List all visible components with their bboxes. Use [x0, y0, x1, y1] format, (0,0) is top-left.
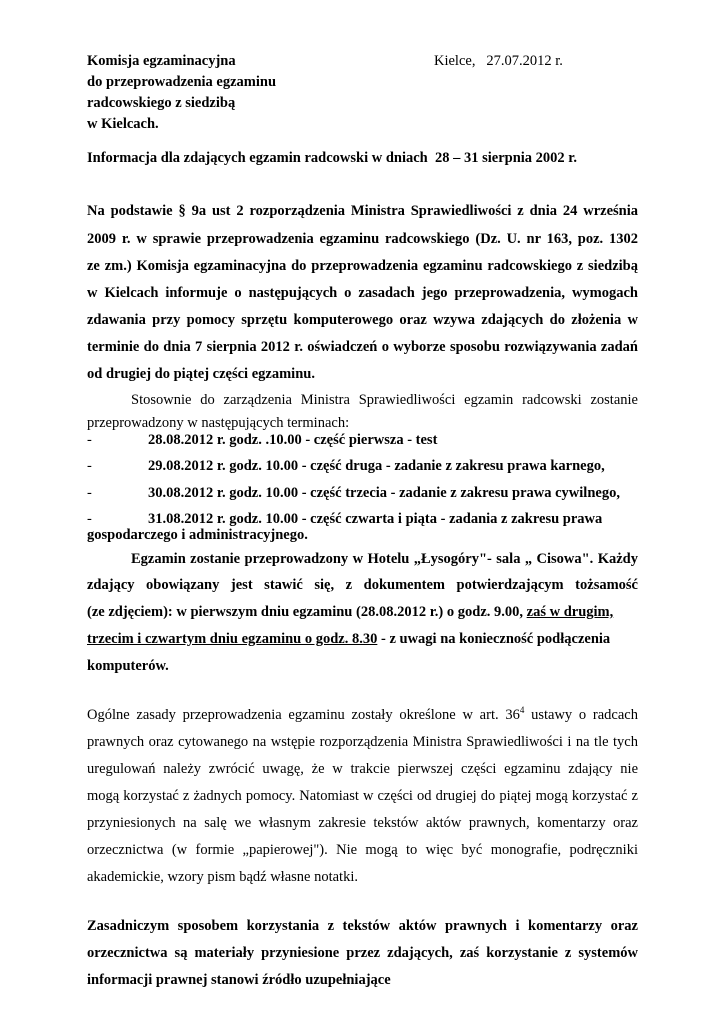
para3-line: komputerów.	[87, 658, 169, 674]
schedule-item: 30.08.2012 r. godz. 10.00 - część trzecia - zadanie z zakresu prawa cywilnego,	[148, 485, 620, 501]
para1-line: od drugiej do piątej części egzaminu.	[87, 366, 315, 382]
document-title: Informacja dla zdających egzamin radcowski w dniach 28 – 31 sierpnia 2002 r.	[87, 150, 578, 166]
para3-text: - z uwagi na konieczność podłączenia	[377, 631, 611, 647]
para3-line: zdający obowiązany jest stawić się, z dokumentem potwierdzającym tożsamość	[87, 577, 638, 593]
para4-line: orzecznictwa (w formie „papierowej"). Nie mogą to więc być monografie, podręczniki	[87, 842, 638, 858]
para3-line	[87, 604, 638, 621]
para3-line: Egzamin zostanie przeprowadzony w Hotelu „Łysogóry"- sala „ Cisowa". Każdy	[131, 551, 638, 567]
para4-line: przyniesionych na salę we własnym zakresie tekstów aktów prawnych, komentarzy oraz	[87, 815, 638, 831]
schedule-bullet: -	[87, 511, 92, 527]
schedule-item: 29.08.2012 r. godz. 10.00 - część druga - zadanie z zakresu prawa karnego,	[148, 458, 605, 474]
para1-line: zdawania przy pomocy sprzętu komputerowego oraz wzywa zdających do złożenia w	[87, 312, 638, 328]
committee-line: do przeprowadzenia egzaminu	[87, 74, 277, 90]
para4-line	[87, 707, 638, 724]
schedule-bullet: -	[87, 432, 92, 448]
para4-superscript: 4	[519, 705, 525, 716]
para1-line: Na podstawie § 9a ust 2 rozporządzenia Ministra Sprawiedliwości z dnia 24 września	[87, 203, 638, 219]
para5-line: orzecznictwa są materiały przyniesione przez zdających, zaś korzystanie z systemów	[87, 945, 638, 961]
para2-line: przeprowadzony w następujących terminach:	[87, 415, 350, 431]
schedule-item: 28.08.2012 r. godz. .10.00 - część pierwsza - test	[148, 432, 438, 448]
para3-text: (ze zdjęciem): w pierwszym dniu egzaminu (28.08.2012 r.) o godz. 9.00,	[87, 604, 527, 620]
para3-underlined-text: zaś w drugim,	[526, 604, 614, 620]
para4-line: mogą korzystać z żadnych pomocy. Natomiast w części od drugiej do piątej mogą korzystać z	[87, 788, 638, 804]
schedule-item: 31.08.2012 r. godz. 10.00 - część czwarta i piąta - zadania z zakresu prawa	[148, 511, 603, 527]
committee-line: Komisja egzaminacyjna	[87, 53, 236, 69]
para1-line: w Kielcach informuje o następujących o zasadach jego przeprowadzenia, wymogach	[87, 285, 638, 301]
para1-line: terminie do dnia 7 sierpnia 2012 r. oświadczeń o wyborze sposobu rozwiązywania zadań	[87, 339, 638, 355]
committee-line: w Kielcach.	[87, 116, 159, 132]
para4-line: prawnych oraz cytowanego na wstępie rozporządzenia Ministra Sprawiedliwości i na tle tych	[87, 734, 638, 750]
para2-line: Stosownie do zarządzenia Ministra Sprawiedliwości egzamin radcowski zostanie	[131, 392, 638, 408]
para4-line: akademickie, wzory pism bądź własne notatki.	[87, 869, 358, 885]
para5-line: Zasadniczym sposobem korzystania z tekstów aktów prawnych i komentarzy oraz	[87, 918, 638, 934]
committee-name	[87, 51, 276, 135]
schedule-continuation: gospodarczego i administracyjnego.	[87, 527, 308, 543]
committee-line: radcowskiego z siedzibą	[87, 95, 236, 111]
para4-text: ustawy o radcach	[524, 707, 638, 723]
para1-line: 2009 r. w sprawie przeprowadzenia egzaminu radcowskiego (Dz. U. nr 163, poz. 1302	[87, 231, 638, 247]
para3-line	[87, 631, 638, 648]
para3-underlined-text: trzecim i czwartym dniu egzaminu o godz. 8.30	[87, 631, 378, 647]
para5-line: informacji prawnej stanowi źródło uzupełniające	[87, 972, 391, 988]
schedule-bullet: -	[87, 458, 92, 474]
para1-line: ze zm.) Komisja egzaminacyjna do przeprowadzenia egzaminu radcowskiego z siedzibą	[87, 258, 638, 274]
para4-text: Ogólne zasady przeprowadzenia egzaminu zostały określone w art. 36	[87, 707, 520, 723]
place-date: Kielce, 27.07.2012 r.	[434, 53, 563, 69]
schedule-bullet: -	[87, 485, 92, 501]
para4-line: uregulowań należy zwrócić uwagę, że w trakcie pierwszej części egzaminu zdający nie	[87, 761, 638, 777]
